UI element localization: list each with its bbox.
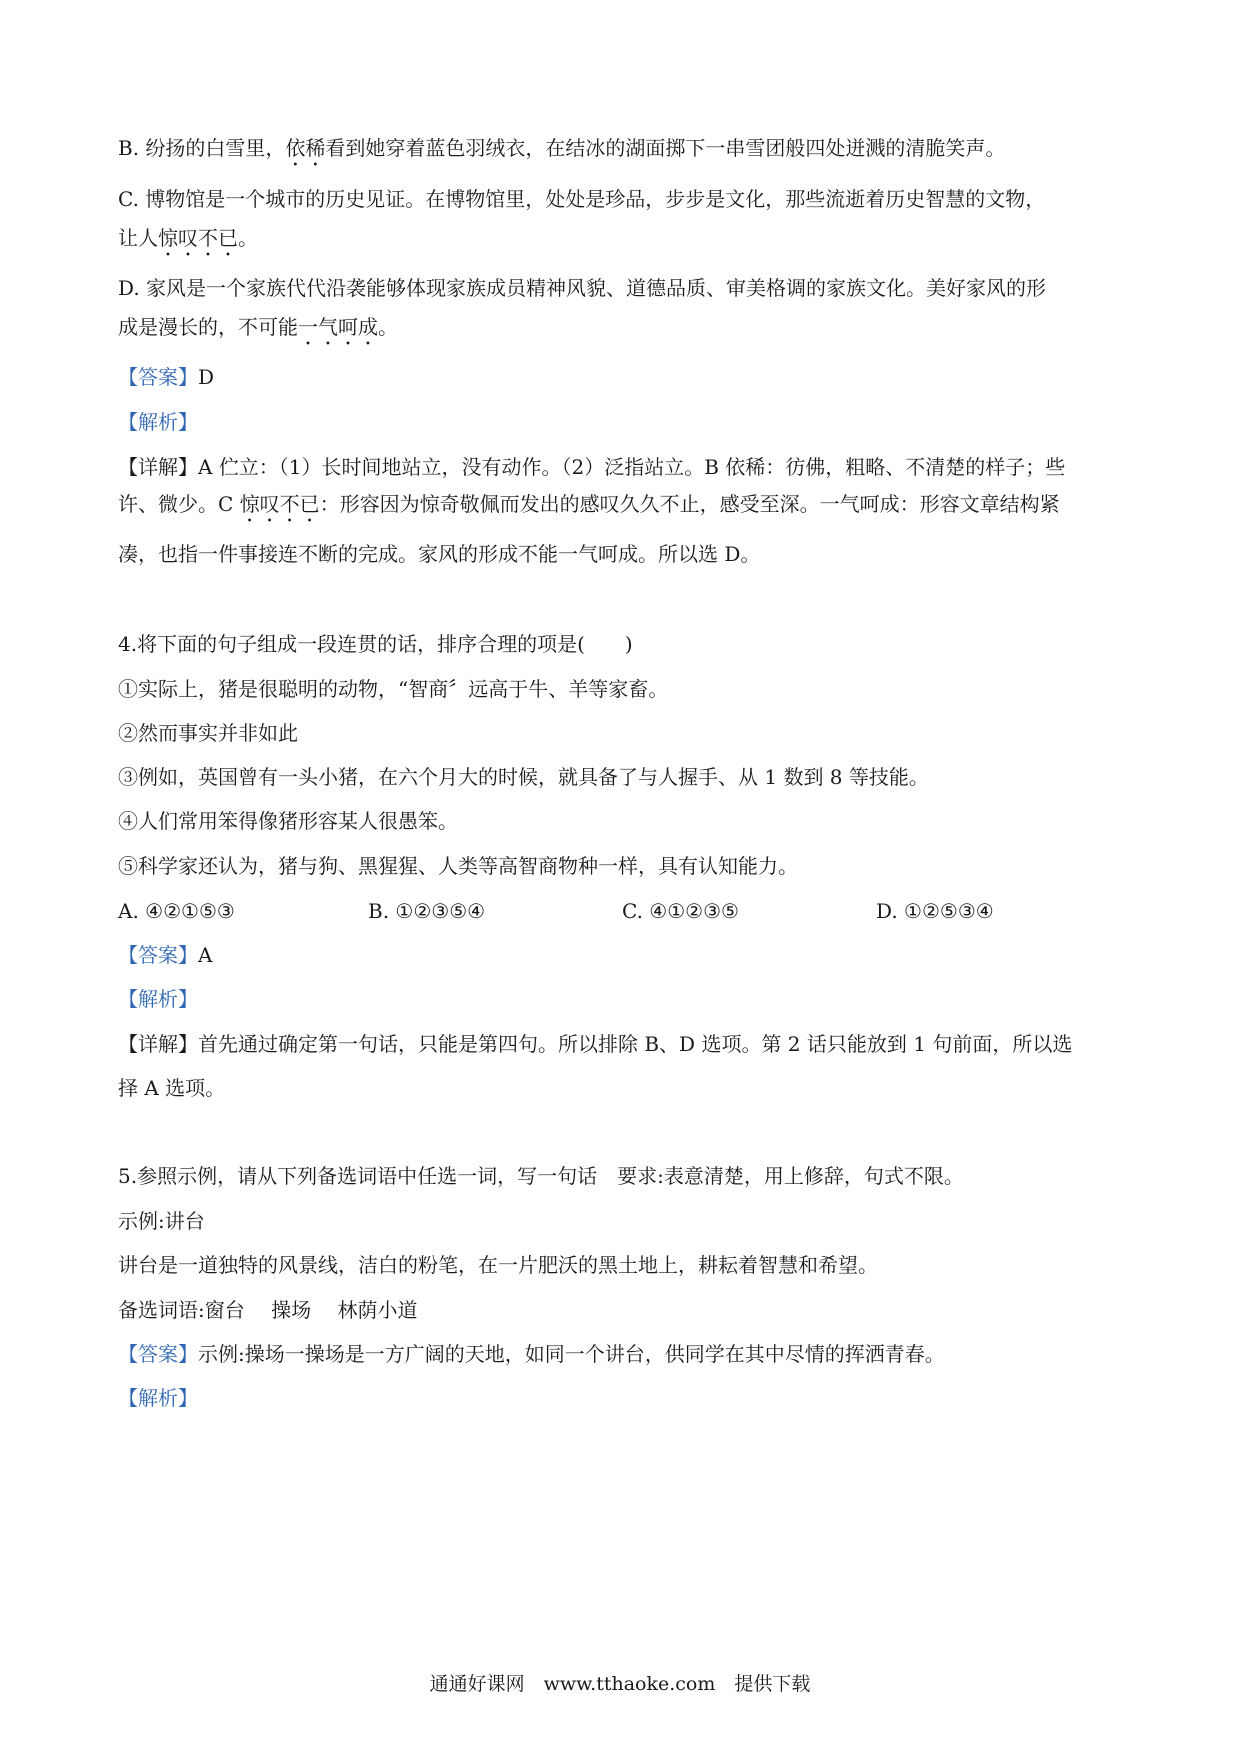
emphasis-word: 惊叹不已 — [158, 226, 238, 250]
answer-tag: 【答案】 — [118, 365, 198, 389]
q5-example-sentence: 讲台是一道独特的风景线，洁白的粉笔，在一片肥沃的黑土地上，耕耘着智慧和希望。 — [118, 1253, 878, 1277]
q3-option-d-line2: 成是漫长的，不可能一气呵成。 — [118, 315, 398, 339]
q4-sentence-4: ④人们常用笨得像猪形容某人很愚笨。 — [118, 809, 458, 833]
emphasis-word: 一气呵成 — [298, 315, 378, 339]
answer-value: A — [198, 943, 213, 967]
q4-detail-line2: 择 A 选项。 — [118, 1076, 226, 1100]
q4-sentence-5: ⑤科学家还认为，猪与狗、黑猩猩、人类等高智商物种一样，具有认知能力。 — [118, 854, 798, 878]
q4-analysis — [118, 985, 1138, 1013]
q4-answer — [118, 941, 1138, 969]
q3-detail-line1: 【详解】A 伫立：（1）长时间地站立，没有动作。（2）泛指站立。B 依稀：彷佛，粗略、不清楚的样子；些 — [118, 455, 1066, 479]
q5-answer — [118, 1340, 1138, 1368]
q4-sentence-2: ②然而事实并非如此 — [118, 721, 298, 745]
q3-detail-line3: 凑，也指一件事接连不断的完成。家风的形成不能一气呵成。所以选 D。 — [118, 542, 761, 566]
q4-option-c: C. ④①②③⑤ — [622, 899, 739, 923]
q4-question: 4.将下面的句子组成一段连贯的话，排序合理的项是( ) — [118, 632, 633, 656]
q5-question: 5.参照示例，请从下列备选词语中任选一词，写一句话 要求:表意清楚，用上修辞，句式不限。 — [118, 1164, 964, 1188]
emphasis-word: 惊叹不已 — [239, 492, 320, 516]
answer-tag: 【答案】 — [118, 943, 198, 967]
q5-candidates: 备选词语:窗台 操场 林荫小道 — [118, 1298, 418, 1322]
q4-sentence-3: ③例如，英国曾有一头小猪，在六个月大的时候，就具备了与人握手、从 1 数到 8 等技能。 — [118, 765, 929, 789]
q3-option-c-line1: C. 博物馆是一个城市的历史见证。在博物馆里，处处是珍品，步步是文化，那些流逝着历史智慧的文物， — [118, 187, 1046, 211]
q4-option-a: A. ④②①⑤③ — [118, 899, 235, 923]
q3-analysis — [118, 408, 1138, 436]
answer-value: 示例:操场一操场是一方广阔的天地，如同一个讲台，供同学在其中尽情的挥洒青春。 — [198, 1342, 945, 1366]
q4-option-b: B. ①②③⑤④ — [368, 899, 486, 923]
answer-value: D — [198, 365, 215, 389]
detail-tag: 【详解】 — [118, 455, 198, 479]
analysis-tag: 【解析】 — [118, 410, 198, 434]
q3-detail-line2: 许、微少。C 惊叹不已：形容因为惊奇敬佩而发出的感叹久久不止，感受至深。一气呵成：形容文章结构紧 — [118, 492, 1060, 516]
q3-option-c-line2: 让人惊叹不已。 — [118, 226, 258, 250]
q3-option-b: B. 纷扬的白雪里，依稀看到她穿着蓝色羽绒衣，在结冰的湖面掷下一串雪团般四处迸溅的清脆笑声。 — [118, 136, 1006, 160]
analysis-tag: 【解析】 — [118, 987, 198, 1011]
q4-detail-line1: 【详解】首先通过确定第一句话，只能是第四句。所以排除 B、D 选项。第 2 话只能放到 1 句前面，所以选 — [118, 1032, 1073, 1056]
q4-option-d: D. ①②⑤③④ — [876, 899, 994, 923]
q5-example-label: 示例:讲台 — [118, 1209, 205, 1233]
q4-sentence-1: ①实际上，猪是很聪明的动物，“智商〞远高于牛、羊等家畜。 — [118, 677, 669, 701]
analysis-tag: 【解析】 — [118, 1386, 198, 1410]
q3-option-d-line1: D. 家风是一个家族代代沿袭能够体现家族成员精神风貌、道德品质、审美格调的家族文化。美好家风的形 — [118, 276, 1047, 300]
answer-tag: 【答案】 — [118, 1342, 198, 1366]
emphasis-word: 依稀 — [285, 136, 326, 160]
detail-tag: 【详解】 — [118, 1032, 198, 1056]
q5-analysis — [118, 1384, 1138, 1412]
page-footer: 通通好课网 www.tthaoke.com 提供下载 — [429, 1673, 811, 1695]
q3-answer — [118, 363, 1138, 391]
